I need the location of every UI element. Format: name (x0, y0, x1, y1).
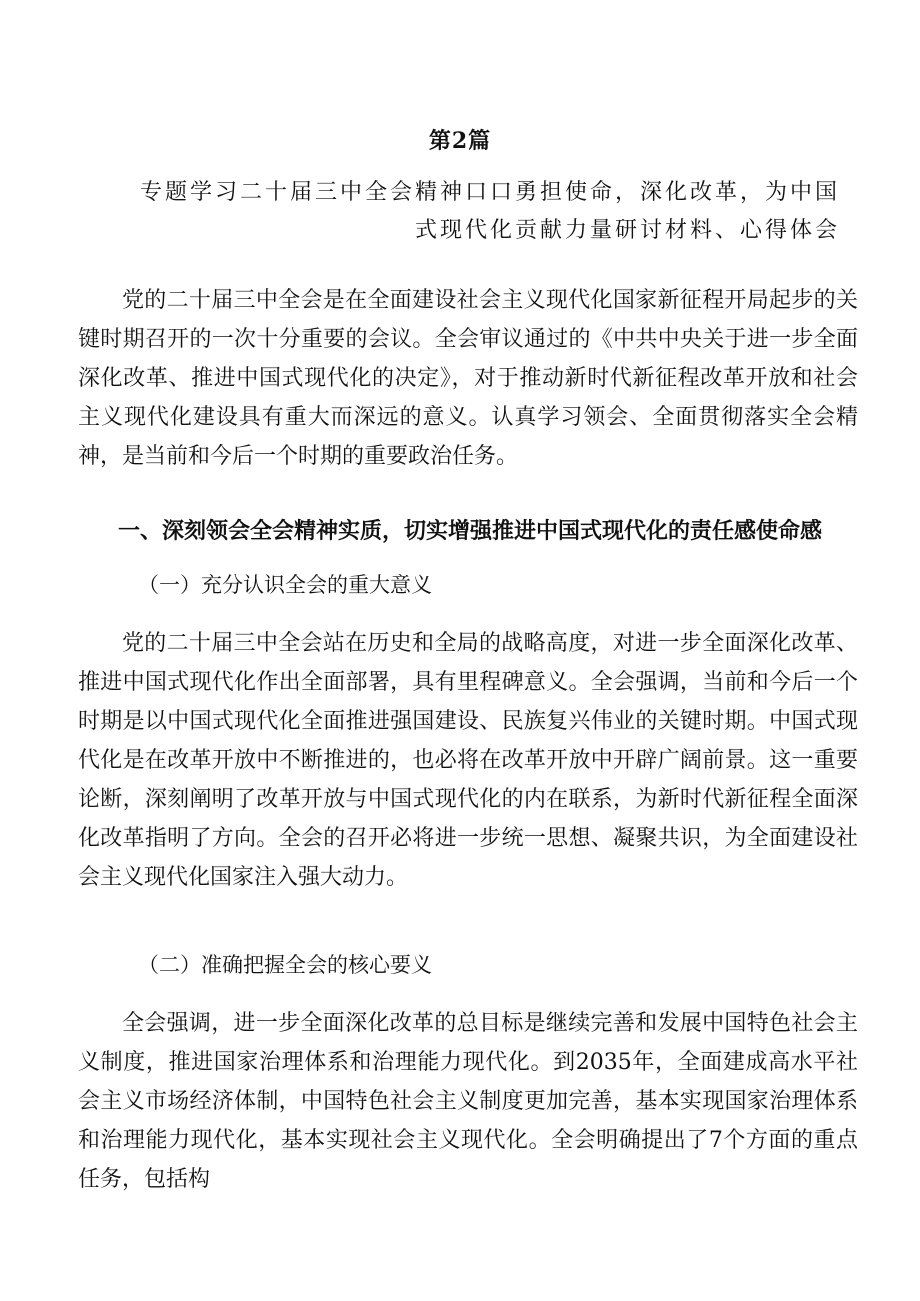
title-line-1: 专题学习二十届三中全会精神口口勇担使命，深化改革，为中国 (139, 180, 840, 205)
intro-paragraph: 党的二十届三中全会是在全面建设社会主义现代化国家新征程开局起步的关键时期召开的一次十分重要的会议。全会审议通过的《中共中央关于进一步全面深化改革、推进中国式现代化的决定》，对于推动新时代新征程改革开放和社会主义现代化建设具有重大而深远的意义。认真学习领会、全面贯彻落实全会精神，是当前和今后一个时期的重要政治任务。 (78, 288, 858, 469)
title-line-2: 式现代化贡献力量研讨材料、心得体会 (414, 218, 840, 243)
section-1-heading: 一、深刻领会全会精神实质，切实增强推进中国式现代化的责任感使命感 (118, 519, 823, 544)
subsection-1-paragraph: 党的二十届三中全会站在历史和全局的战略高度，对进一步全面深化改革、推进中国式现代化作出全面部署，具有里程碑意义。全会强调，当前和今后一个时期是以中国式现代化全面推进强国建设、民族复兴伟业的关键时期。中国式现代化是在改革开放中不断推进的，也必将在改革开放中开辟广阔前景。这一重要论断，深刻阐明了改革开放与中国式现代化的内在联系，为新时代新征程全面深化改革指明了方向。全会的召开必将进一步统一思想、凝聚共识，为全面建设社会主义现代化国家注入强大动力。 (78, 631, 858, 890)
subsection-2-paragraph: 全会强调，进一步全面深化改革的总目标是继续完善和发展中国特色社会主义制度，推进国家治理体系和治理能力现代化。到2035年，全面建成高水平社会主义市场经济体制，中国特色社会主义制度更加完善，基本实现国家治理体系和治理能力现代化，基本实现社会主义现代化。全会明确提出了7个方面的重点任务，包括构 (78, 1011, 858, 1192)
document-title (108, 174, 840, 250)
subsection-1-heading: （一）充分认识全会的重大意义 (138, 573, 432, 597)
chapter-label: 第2篇 (428, 128, 492, 154)
subsection-2-heading: （二）准确把握全会的核心要义 (138, 953, 432, 977)
